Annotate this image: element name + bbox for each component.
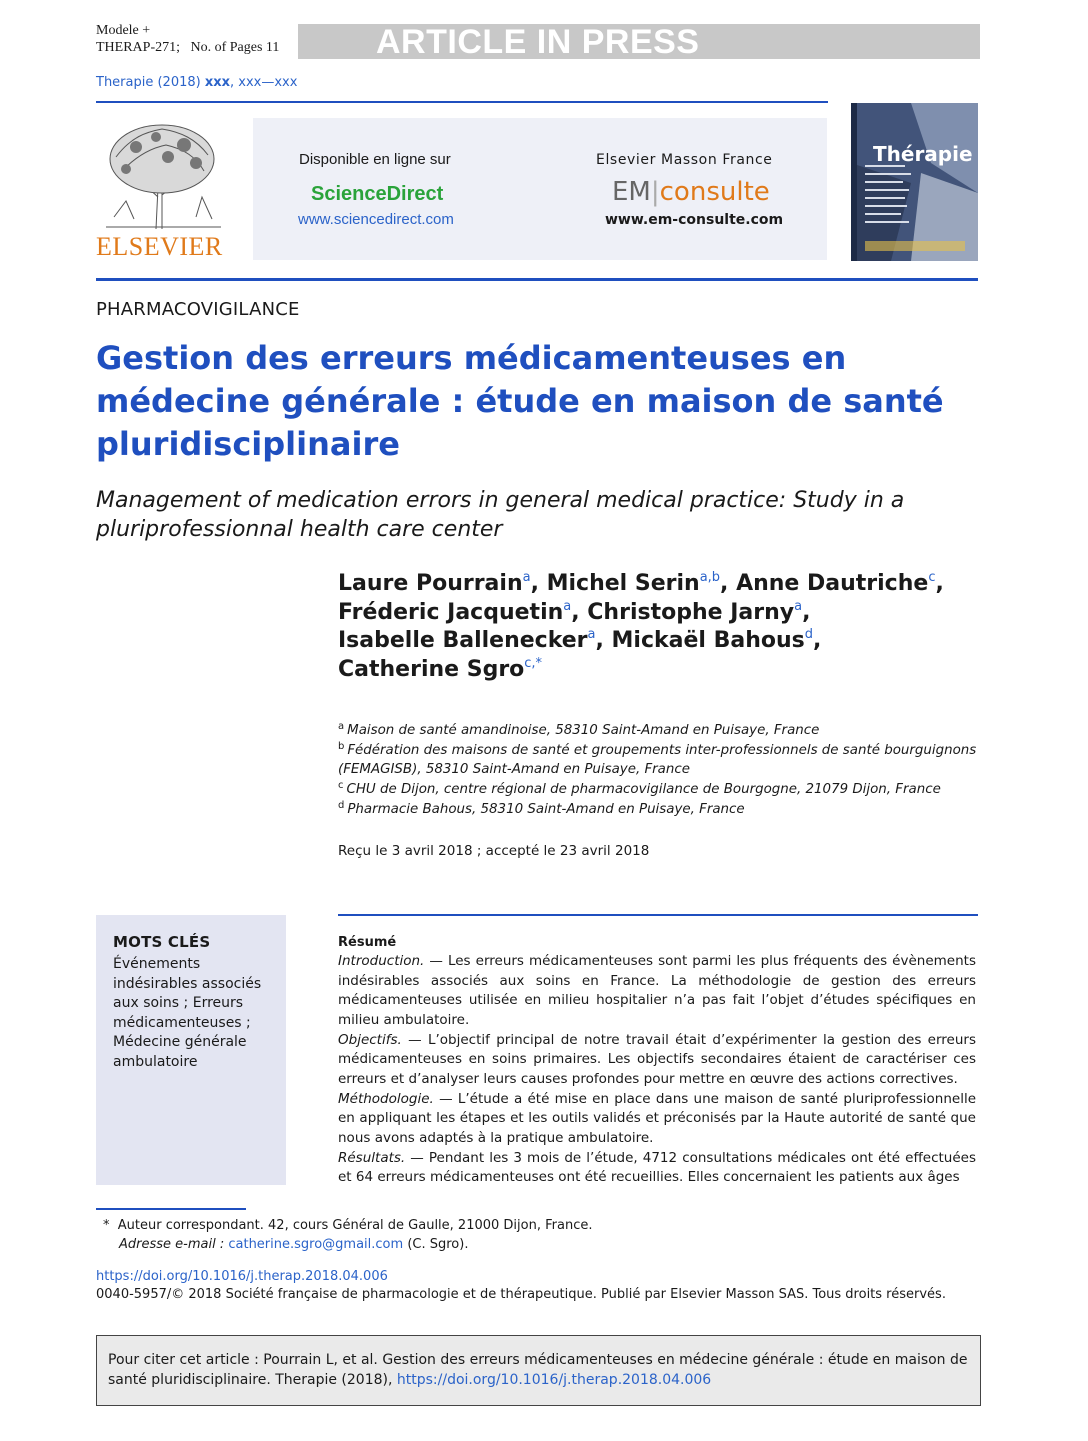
abstract-body: [338, 952, 976, 1188]
citation-body: Pour citer cet article : Pourrain L, et al. Gestion des erreurs médicamenteuses en médecine générale : étude en maison de santé pluridisciplinaire. Therapie (2018),: [108, 1352, 968, 1388]
author-affil-sup[interactable]: a: [522, 570, 531, 585]
author-sep: ,: [935, 571, 944, 596]
affiliation-text: CHU de Dijon, centre régional de pharmacovigilance de Bourgogne, 21079 Dijon, France: [346, 782, 941, 798]
consulte-part: consulte: [659, 177, 770, 207]
cover-image: [851, 103, 978, 261]
author-affil-sup[interactable]: a,b: [699, 570, 721, 585]
author-name: Christophe Jarny: [587, 599, 795, 625]
sciencedirect-logo[interactable]: ScienceDirect: [311, 183, 444, 205]
section-label: PHARMACOVIGILANCE: [96, 299, 300, 320]
emconsulte-link[interactable]: www.em-consulte.com: [605, 212, 784, 228]
keywords-title: MOTS CLÉS: [113, 933, 211, 951]
author-affil-sup[interactable]: a: [587, 627, 596, 642]
journal-cover[interactable]: [851, 103, 978, 261]
copyright-line: 0040-5957/© 2018 Société française de pharmacologie et de thérapeutique. Publié par Elsevier Masson SAS. Tous droits réservés.: [96, 1287, 946, 1302]
paragraph-text: — Pendant les 3 mois de l’étude, 4712 consultations médicales ont été effectuées et 64 erreurs médicamenteuses ont été recueillies. Elles concernaient les patients aux âges: [338, 1149, 976, 1186]
em-part: EM: [612, 177, 651, 207]
paragraph-label: Introduction.: [338, 953, 425, 969]
author-affil-sup[interactable]: a: [563, 598, 572, 614]
email-suffix: (C. Sgro).: [403, 1237, 469, 1252]
emconsulte-logo[interactable]: EM|consulte: [612, 177, 770, 207]
paragraph-label: Objectifs.: [338, 1031, 402, 1048]
author-name: Fréderic Jacquetin: [338, 599, 564, 625]
author-affil-sup[interactable]: d: [804, 627, 814, 642]
sciencedirect-link[interactable]: www.sciencedirect.com: [298, 211, 454, 228]
journal-name: Therapie (2018): [96, 75, 205, 90]
article-subtitle: Management of medication errors in general medical practice: Study in a pluriprofessionnal health care center: [96, 488, 905, 542]
author-sep: ,: [571, 599, 588, 625]
author-affil-sup[interactable]: a: [794, 598, 803, 614]
article-ref: [96, 39, 279, 56]
affiliation-text: Pharmacie Bahous, 58310 Saint-Amand en Puisaye, France: [347, 801, 745, 817]
affiliation-item: [338, 721, 983, 741]
paragraph-label: Résultats.: [338, 1149, 406, 1166]
keywords-list: Événements indésirables associés aux soins ; Erreurs médicamenteuses ; Médecine générale ambulatoire: [113, 956, 262, 1070]
author-sep: ,: [530, 571, 547, 596]
email-label: Adresse e-mail :: [119, 1237, 225, 1252]
author-name: Anne Dautriche: [736, 571, 929, 596]
corresponding-author-note: [103, 1216, 592, 1235]
affiliation-text: Fédération des maisons de santé et groupements inter-professionnels de santé bourguignons (FEMAGISB), 58310 Saint-Amand en Puisaye, France: [338, 742, 977, 778]
citation-text: [108, 1350, 972, 1390]
received-accepted-dates: Reçu le 3 avril 2018 ; accepté le 23 avril 2018: [338, 843, 650, 859]
paragraph-text: — Les erreurs médicamenteuses sont parmi les plus fréquents des évènements indésirables associés aux soins en France. La méthodologie de gestion des erreurs médicamenteuses utilisée en milieu hospitalier n’a pas fait l’objet d’études spécifiques en milieu ambulatoire.: [338, 953, 976, 1028]
footnote-star: *: [103, 1218, 110, 1233]
author-sep: ,: [720, 571, 737, 596]
available-online-label: Disponible en ligne sur: [299, 151, 451, 168]
author-list: [338, 570, 978, 684]
paragraph-text: — L’étude a été mise en place dans une maison de santé pluriprofessionnelle en appliquant les étapes et les outils validés et préconisés par la Haute autorité de santé que nous avons adaptés à la pratique ambulatoire.: [338, 1090, 976, 1146]
abstract-paragraph: [338, 1149, 976, 1188]
model-label: Modele +: [96, 23, 151, 38]
abstract-title: Résumé: [338, 935, 397, 950]
affiliation-sup: c: [338, 780, 344, 792]
affiliation-sup: a: [338, 721, 345, 732]
email-link[interactable]: catherine.sgro@gmail.com: [228, 1237, 404, 1252]
article-in-press-label: ARTICLE IN PRESS: [376, 23, 700, 61]
author-sep: ,: [813, 628, 822, 653]
article-id: THERAP-271;: [96, 40, 180, 55]
affiliation-sup: d: [338, 799, 345, 811]
email-note: [119, 1235, 468, 1254]
doi-link[interactable]: https://doi.org/10.1016/j.therap.2018.04.006: [96, 1269, 388, 1284]
affiliation-item: [338, 741, 983, 780]
author-affil-sup[interactable]: c: [928, 570, 936, 585]
abstract-paragraph: [338, 1031, 976, 1090]
affiliation-item: [338, 780, 983, 800]
emf-label: Elsevier Masson France: [596, 152, 773, 168]
author-sep: ,: [802, 599, 811, 625]
journal-volume: xxx: [204, 75, 230, 90]
affiliation-item: [338, 800, 983, 820]
journal-reference[interactable]: [96, 74, 297, 92]
elsevier-wordmark: ELSEVIER: [96, 232, 223, 261]
affiliation-sup: b: [338, 740, 345, 752]
author-name: Isabelle Ballenecker: [338, 628, 588, 653]
abstract-paragraph: [338, 1090, 976, 1149]
author-name: Mickaël Bahous: [611, 628, 805, 653]
journal-pages: , xxx—xxx: [230, 75, 298, 90]
corresponding-address: Auteur correspondant. 42, cours Général de Gaulle, 21000 Dijon, France.: [117, 1218, 593, 1233]
banner-rule: [96, 278, 978, 281]
header-rule: [96, 101, 828, 103]
author-affil-sup[interactable]: c,*: [524, 655, 543, 671]
affiliation-text: Maison de santé amandinoise, 58310 Saint-Amand en Puisaye, France: [347, 723, 820, 738]
footnote-rule: [96, 1208, 246, 1210]
article-title: Gestion des erreurs médicamenteuses en médecine générale : étude en maison de santé pluridisciplinaire: [96, 339, 944, 463]
citation-doi-link[interactable]: https://doi.org/10.1016/j.therap.2018.04.006: [396, 1372, 712, 1388]
author-name: Michel Serin: [546, 571, 700, 596]
affiliations: [338, 721, 983, 820]
author-name: Catherine Sgro: [338, 656, 525, 682]
author-sep: ,: [595, 628, 612, 653]
author-name: Laure Pourrain: [338, 571, 523, 596]
abstract-rule: [338, 914, 978, 916]
cover-title: Thérapie: [873, 142, 973, 166]
paragraph-text: — L’objectif principal de notre travail était d’expérimenter la gestion des erreurs médicamenteuses en soins primaires. Les objectifs secondaires étaient de caractériser ces erreurs et d’analyser leurs causes profondes pour mettre en œuvre des actions correctives.: [338, 1031, 976, 1087]
page-count: No. of Pages 11: [190, 40, 280, 55]
abstract-paragraph: [338, 952, 976, 1031]
tree-icon: [96, 117, 231, 232]
paragraph-label: Méthodologie.: [338, 1090, 434, 1107]
